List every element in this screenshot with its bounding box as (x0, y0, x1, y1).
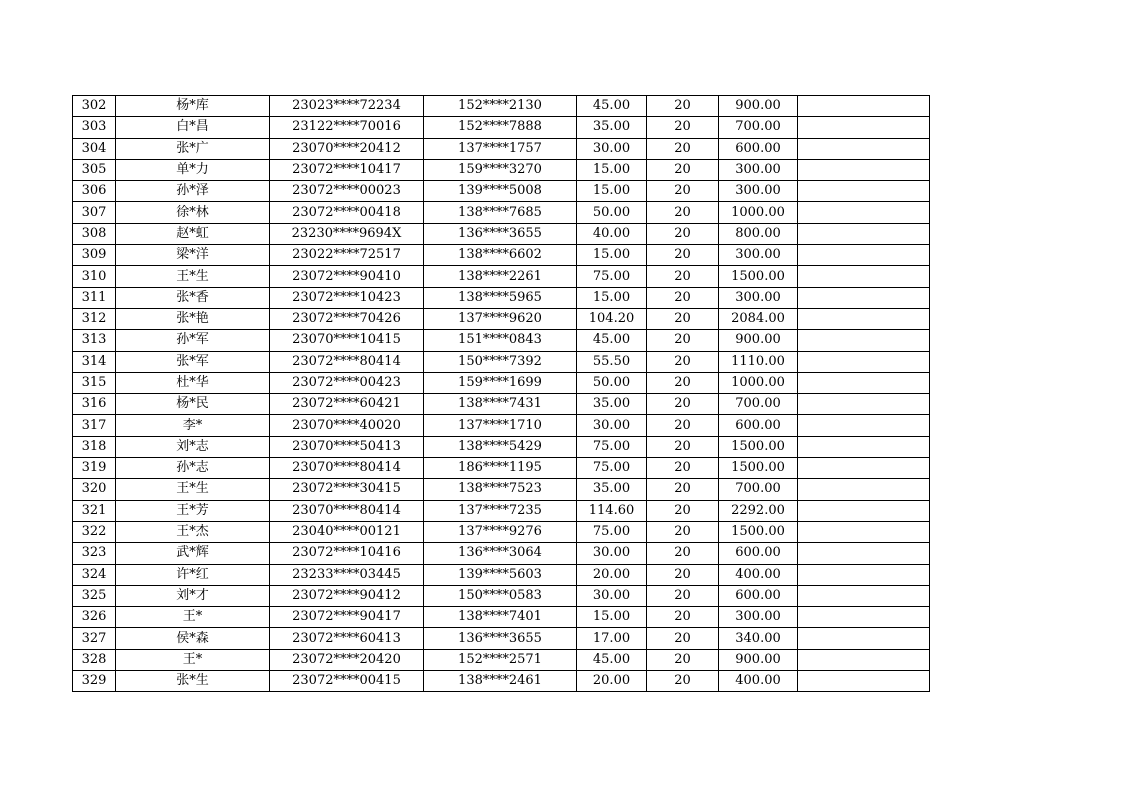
row-number-cell: 303 (73, 117, 116, 138)
row-number-cell: 306 (73, 181, 116, 202)
quantity-cell: 75.00 (577, 521, 647, 542)
name-cell: 武*辉 (116, 543, 270, 564)
id-number-cell: 23072****60421 (270, 394, 424, 415)
remarks-cell (798, 117, 930, 138)
unit-price-cell: 20 (647, 500, 719, 521)
quantity-cell: 45.00 (577, 649, 647, 670)
row-number-cell: 310 (73, 266, 116, 287)
row-number-cell: 305 (73, 159, 116, 180)
phone-cell: 137****9620 (424, 308, 577, 329)
amount-cell: 300.00 (719, 287, 798, 308)
table-row (73, 564, 930, 585)
row-number-cell: 315 (73, 372, 116, 393)
id-number-cell: 23040****00121 (270, 521, 424, 542)
row-number-cell: 328 (73, 649, 116, 670)
row-number-cell: 311 (73, 287, 116, 308)
id-number-cell: 23072****00418 (270, 202, 424, 223)
quantity-cell: 35.00 (577, 117, 647, 138)
row-number-cell: 323 (73, 543, 116, 564)
unit-price-cell: 20 (647, 628, 719, 649)
phone-cell: 186****1195 (424, 458, 577, 479)
unit-price-cell: 20 (647, 308, 719, 329)
amount-cell: 700.00 (719, 117, 798, 138)
quantity-cell: 15.00 (577, 181, 647, 202)
amount-cell: 600.00 (719, 138, 798, 159)
table-row (73, 585, 930, 606)
id-number-cell: 23072****00423 (270, 372, 424, 393)
name-cell: 孙*军 (116, 330, 270, 351)
name-cell: 许*红 (116, 564, 270, 585)
name-cell: 张*军 (116, 351, 270, 372)
remarks-cell (798, 500, 930, 521)
phone-cell: 137****7235 (424, 500, 577, 521)
phone-cell: 136****3655 (424, 628, 577, 649)
quantity-cell: 30.00 (577, 543, 647, 564)
row-number-cell: 302 (73, 96, 116, 117)
phone-cell: 139****5603 (424, 564, 577, 585)
id-number-cell: 23070****20412 (270, 138, 424, 159)
phone-cell: 138****7685 (424, 202, 577, 223)
name-cell: 张*香 (116, 287, 270, 308)
remarks-cell (798, 585, 930, 606)
table-row (73, 628, 930, 649)
remarks-cell (798, 415, 930, 436)
id-number-cell: 23072****30415 (270, 479, 424, 500)
phone-cell: 138****5965 (424, 287, 577, 308)
name-cell: 杜*华 (116, 372, 270, 393)
table-row (73, 330, 930, 351)
amount-cell: 1500.00 (719, 266, 798, 287)
amount-cell: 1110.00 (719, 351, 798, 372)
row-number-cell: 327 (73, 628, 116, 649)
quantity-cell: 75.00 (577, 436, 647, 457)
phone-cell: 138****6602 (424, 245, 577, 266)
name-cell: 李* (116, 415, 270, 436)
remarks-cell (798, 543, 930, 564)
unit-price-cell: 20 (647, 479, 719, 500)
quantity-cell: 35.00 (577, 479, 647, 500)
row-number-cell: 326 (73, 607, 116, 628)
quantity-cell: 15.00 (577, 245, 647, 266)
phone-cell: 137****1757 (424, 138, 577, 159)
id-number-cell: 23072****80414 (270, 351, 424, 372)
name-cell: 王* (116, 649, 270, 670)
row-number-cell: 329 (73, 671, 116, 692)
remarks-cell (798, 607, 930, 628)
phone-cell: 138****5429 (424, 436, 577, 457)
table-row (73, 223, 930, 244)
amount-cell: 900.00 (719, 330, 798, 351)
table-row (73, 500, 930, 521)
amount-cell: 2084.00 (719, 308, 798, 329)
name-cell: 梁*洋 (116, 245, 270, 266)
id-number-cell: 23072****10423 (270, 287, 424, 308)
name-cell: 张*艳 (116, 308, 270, 329)
table-row (73, 394, 930, 415)
amount-cell: 900.00 (719, 96, 798, 117)
remarks-cell (798, 308, 930, 329)
amount-cell: 1500.00 (719, 458, 798, 479)
phone-cell: 159****3270 (424, 159, 577, 180)
name-cell: 单*力 (116, 159, 270, 180)
phone-cell: 136****3655 (424, 223, 577, 244)
amount-cell: 2292.00 (719, 500, 798, 521)
id-number-cell: 23023****72234 (270, 96, 424, 117)
remarks-cell (798, 223, 930, 244)
table-row (73, 202, 930, 223)
amount-cell: 800.00 (719, 223, 798, 244)
table-row (73, 372, 930, 393)
name-cell: 王* (116, 607, 270, 628)
id-number-cell: 23072****90410 (270, 266, 424, 287)
remarks-cell (798, 96, 930, 117)
name-cell: 孙*志 (116, 458, 270, 479)
amount-cell: 300.00 (719, 159, 798, 180)
remarks-cell (798, 202, 930, 223)
row-number-cell: 304 (73, 138, 116, 159)
amount-cell: 400.00 (719, 564, 798, 585)
row-number-cell: 316 (73, 394, 116, 415)
name-cell: 张*生 (116, 671, 270, 692)
name-cell: 赵*虹 (116, 223, 270, 244)
name-cell: 王*生 (116, 266, 270, 287)
id-number-cell: 23072****60413 (270, 628, 424, 649)
name-cell: 刘*才 (116, 585, 270, 606)
name-cell: 王*杰 (116, 521, 270, 542)
id-number-cell: 23070****80414 (270, 458, 424, 479)
amount-cell: 700.00 (719, 394, 798, 415)
phone-cell: 138****2461 (424, 671, 577, 692)
unit-price-cell: 20 (647, 671, 719, 692)
unit-price-cell: 20 (647, 117, 719, 138)
quantity-cell: 15.00 (577, 607, 647, 628)
name-cell: 白*昌 (116, 117, 270, 138)
table-row (73, 649, 930, 670)
remarks-cell (798, 671, 930, 692)
name-cell: 杨*库 (116, 96, 270, 117)
id-number-cell: 23070****50413 (270, 436, 424, 457)
unit-price-cell: 20 (647, 458, 719, 479)
remarks-cell (798, 458, 930, 479)
id-number-cell: 23072****10416 (270, 543, 424, 564)
phone-cell: 159****1699 (424, 372, 577, 393)
amount-cell: 600.00 (719, 415, 798, 436)
phone-cell: 151****0843 (424, 330, 577, 351)
amount-cell: 1000.00 (719, 202, 798, 223)
table-row (73, 181, 930, 202)
unit-price-cell: 20 (647, 564, 719, 585)
name-cell: 侯*森 (116, 628, 270, 649)
remarks-cell (798, 245, 930, 266)
name-cell: 张*广 (116, 138, 270, 159)
id-number-cell: 23122****70016 (270, 117, 424, 138)
id-number-cell: 23070****80414 (270, 500, 424, 521)
quantity-cell: 45.00 (577, 96, 647, 117)
row-number-cell: 307 (73, 202, 116, 223)
table-row (73, 351, 930, 372)
remarks-cell (798, 159, 930, 180)
table-row (73, 521, 930, 542)
table-row (73, 436, 930, 457)
unit-price-cell: 20 (647, 649, 719, 670)
quantity-cell: 114.60 (577, 500, 647, 521)
quantity-cell: 50.00 (577, 372, 647, 393)
phone-cell: 152****2571 (424, 649, 577, 670)
table-row (73, 607, 930, 628)
row-number-cell: 321 (73, 500, 116, 521)
row-number-cell: 322 (73, 521, 116, 542)
amount-cell: 400.00 (719, 671, 798, 692)
remarks-cell (798, 372, 930, 393)
row-number-cell: 309 (73, 245, 116, 266)
remarks-cell (798, 436, 930, 457)
remarks-cell (798, 330, 930, 351)
amount-cell: 300.00 (719, 607, 798, 628)
quantity-cell: 35.00 (577, 394, 647, 415)
remarks-cell (798, 479, 930, 500)
quantity-cell: 75.00 (577, 266, 647, 287)
amount-cell: 1000.00 (719, 372, 798, 393)
amount-cell: 300.00 (719, 245, 798, 266)
phone-cell: 152****2130 (424, 96, 577, 117)
remarks-cell (798, 628, 930, 649)
quantity-cell: 30.00 (577, 138, 647, 159)
row-number-cell: 314 (73, 351, 116, 372)
quantity-cell: 17.00 (577, 628, 647, 649)
id-number-cell: 23233****03445 (270, 564, 424, 585)
quantity-cell: 40.00 (577, 223, 647, 244)
quantity-cell: 104.20 (577, 308, 647, 329)
phone-cell: 150****7392 (424, 351, 577, 372)
phone-cell: 150****0583 (424, 585, 577, 606)
unit-price-cell: 20 (647, 330, 719, 351)
quantity-cell: 55.50 (577, 351, 647, 372)
unit-price-cell: 20 (647, 266, 719, 287)
phone-cell: 137****9276 (424, 521, 577, 542)
unit-price-cell: 20 (647, 521, 719, 542)
table-row (73, 96, 930, 117)
unit-price-cell: 20 (647, 159, 719, 180)
quantity-cell: 30.00 (577, 415, 647, 436)
unit-price-cell: 20 (647, 181, 719, 202)
amount-cell: 300.00 (719, 181, 798, 202)
quantity-cell: 15.00 (577, 287, 647, 308)
table-row (73, 308, 930, 329)
id-number-cell: 23022****72517 (270, 245, 424, 266)
unit-price-cell: 20 (647, 351, 719, 372)
table-row (73, 159, 930, 180)
table-row (73, 415, 930, 436)
amount-cell: 600.00 (719, 543, 798, 564)
table-row (73, 245, 930, 266)
row-number-cell: 318 (73, 436, 116, 457)
remarks-cell (798, 564, 930, 585)
unit-price-cell: 20 (647, 394, 719, 415)
unit-price-cell: 20 (647, 372, 719, 393)
name-cell: 孙*泽 (116, 181, 270, 202)
phone-cell: 138****2261 (424, 266, 577, 287)
unit-price-cell: 20 (647, 585, 719, 606)
row-number-cell: 313 (73, 330, 116, 351)
phone-cell: 138****7523 (424, 479, 577, 500)
remarks-cell (798, 649, 930, 670)
amount-cell: 600.00 (719, 585, 798, 606)
remarks-cell (798, 287, 930, 308)
id-number-cell: 23072****90412 (270, 585, 424, 606)
unit-price-cell: 20 (647, 245, 719, 266)
row-number-cell: 325 (73, 585, 116, 606)
name-cell: 王*芳 (116, 500, 270, 521)
quantity-cell: 50.00 (577, 202, 647, 223)
row-number-cell: 308 (73, 223, 116, 244)
remarks-cell (798, 138, 930, 159)
name-cell: 刘*志 (116, 436, 270, 457)
quantity-cell: 75.00 (577, 458, 647, 479)
phone-cell: 136****3064 (424, 543, 577, 564)
amount-cell: 1500.00 (719, 436, 798, 457)
id-number-cell: 23072****90417 (270, 607, 424, 628)
unit-price-cell: 20 (647, 436, 719, 457)
unit-price-cell: 20 (647, 415, 719, 436)
row-number-cell: 319 (73, 458, 116, 479)
id-number-cell: 23072****10417 (270, 159, 424, 180)
id-number-cell: 23230****9694X (270, 223, 424, 244)
amount-cell: 900.00 (719, 649, 798, 670)
table-row (73, 671, 930, 692)
remarks-cell (798, 521, 930, 542)
quantity-cell: 30.00 (577, 585, 647, 606)
name-cell: 徐*林 (116, 202, 270, 223)
table-row (73, 479, 930, 500)
amount-cell: 700.00 (719, 479, 798, 500)
table-row (73, 266, 930, 287)
phone-cell: 152****7888 (424, 117, 577, 138)
row-number-cell: 320 (73, 479, 116, 500)
data-table (72, 95, 930, 692)
phone-cell: 137****1710 (424, 415, 577, 436)
phone-cell: 138****7431 (424, 394, 577, 415)
unit-price-cell: 20 (647, 138, 719, 159)
remarks-cell (798, 351, 930, 372)
phone-cell: 139****5008 (424, 181, 577, 202)
id-number-cell: 23072****70426 (270, 308, 424, 329)
quantity-cell: 20.00 (577, 671, 647, 692)
unit-price-cell: 20 (647, 202, 719, 223)
name-cell: 王*生 (116, 479, 270, 500)
unit-price-cell: 20 (647, 543, 719, 564)
unit-price-cell: 20 (647, 607, 719, 628)
table-row (73, 458, 930, 479)
unit-price-cell: 20 (647, 223, 719, 244)
id-number-cell: 23072****20420 (270, 649, 424, 670)
quantity-cell: 20.00 (577, 564, 647, 585)
table-row (73, 138, 930, 159)
row-number-cell: 324 (73, 564, 116, 585)
id-number-cell: 23072****00023 (270, 181, 424, 202)
quantity-cell: 15.00 (577, 159, 647, 180)
phone-cell: 138****7401 (424, 607, 577, 628)
row-number-cell: 312 (73, 308, 116, 329)
id-number-cell: 23072****00415 (270, 671, 424, 692)
amount-cell: 1500.00 (719, 521, 798, 542)
name-cell: 杨*民 (116, 394, 270, 415)
table-row (73, 117, 930, 138)
unit-price-cell: 20 (647, 287, 719, 308)
remarks-cell (798, 394, 930, 415)
row-number-cell: 317 (73, 415, 116, 436)
id-number-cell: 23070****10415 (270, 330, 424, 351)
id-number-cell: 23070****40020 (270, 415, 424, 436)
amount-cell: 340.00 (719, 628, 798, 649)
quantity-cell: 45.00 (577, 330, 647, 351)
unit-price-cell: 20 (647, 96, 719, 117)
remarks-cell (798, 266, 930, 287)
table-row (73, 543, 930, 564)
remarks-cell (798, 181, 930, 202)
table-body (73, 96, 930, 692)
table-row (73, 287, 930, 308)
